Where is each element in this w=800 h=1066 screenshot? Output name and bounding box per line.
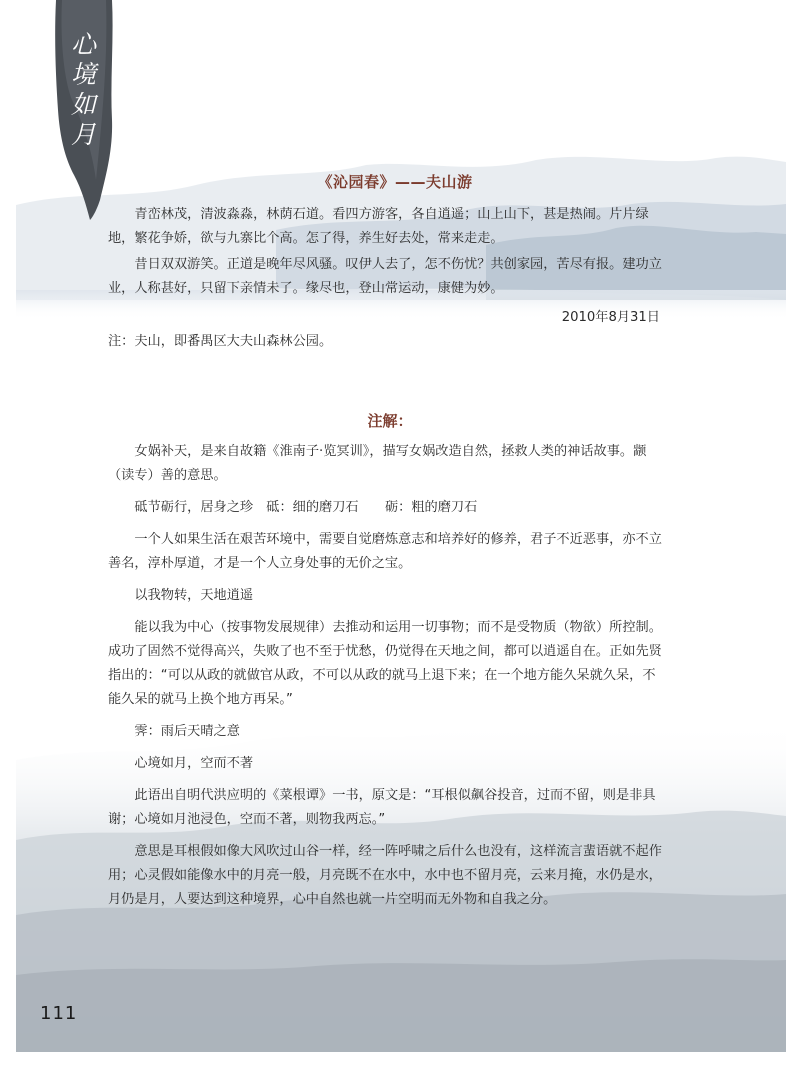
page-number: 111 (40, 1003, 78, 1024)
vertical-title-char: 月 (70, 120, 97, 149)
note-paragraph: 霁：雨后天晴之意 (134, 724, 240, 739)
vertical-title-char: 心 (70, 30, 97, 59)
section-title-vertical (64, 30, 104, 150)
notes-heading: 注解： (367, 412, 413, 430)
poem-title: 《沁园春》——夫山游 (317, 173, 473, 191)
note-paragraph: 以我物转，天地逍遥 (134, 588, 254, 603)
poem-paragraph: 昔日双双游笑。正道是晚年尽风骚。叹伊人去了，怎不伤忧？共创家园，苦尽有报。建功立业，人称甚好，只留下亲情未了。缘尽也，登山常运动，康健为妙。 (108, 257, 662, 296)
notes-body (108, 440, 666, 920)
poem-date: 2010年8月31日 (561, 310, 660, 325)
vertical-title-char: 如 (70, 90, 97, 119)
vertical-title-char: 境 (70, 60, 97, 89)
note-paragraph: 能以我为中心（按事物发展规律）去推动和运用一切事物；而不是受物质（物欲）所控制。成功了固然不觉得高兴，失败了也不至于忧愁，仍觉得在天地之间，都可以逍遥自在。正如先贤指出的：“可以从政的就做官从政，不可以从政的就马上退下来；在一个地方能久呆就久呆，不能久呆的就马上换个地方再呆。” (108, 620, 662, 707)
note-paragraph: 意思是耳根假如像大风吹过山谷一样，经一阵呼啸之后什么也没有，这样流言蜚语就不起作用；心灵假如能像水中的月亮一般，月亮既不在水中，水中也不留月亮，云来月掩，水仍是水，月仍是月，人要达到这种境界，心中自然也就一片空明而无外物和自我之分。 (108, 844, 662, 907)
note-paragraph: 此语出自明代洪应明的《菜根谭》一书，原文是：“耳根似飙谷投音，过而不留，则是非具谢；心境如月池浸色，空而不著，则物我两忘。” (108, 788, 656, 827)
poem-footnote: 注：夫山，即番禺区大夫山森林公园。 (108, 334, 333, 349)
note-paragraph: 心境如月，空而不著 (134, 756, 254, 771)
note-paragraph: 女娲补天，是来自故籍《淮南子·览冥训》，描写女娲改造自然，拯救人类的神话故事。颛（读专）善的意思。 (108, 444, 647, 483)
poem-body (108, 203, 666, 301)
poem-paragraph: 青峦林茂，清波淼淼，林荫石道。看四方游客，各自逍遥；山上山下，甚是热闹。片片绿地，繁花争娇，欲与九寨比个高。怎了得，养生好去处，常来走走。 (108, 207, 649, 246)
note-paragraph: 一个人如果生活在艰苦环境中，需要自觉磨炼意志和培养好的修养，君子不近恶事，亦不立善名，淳朴厚道，才是一个人立身处事的无价之宝。 (108, 532, 662, 571)
note-paragraph: 砥节砺行，居身之珍 砥：细的磨刀石 砺：粗的磨刀石 (134, 500, 478, 515)
